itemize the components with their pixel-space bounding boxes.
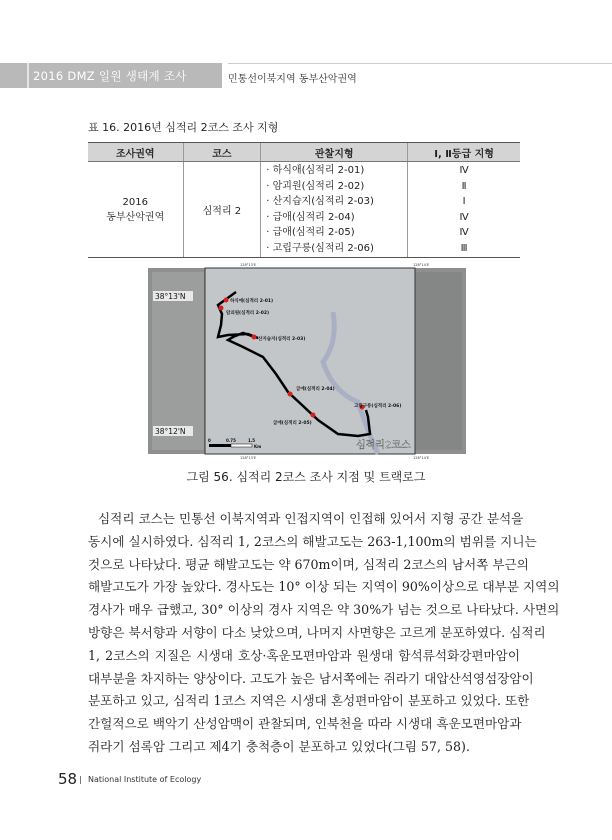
body-line: 쥐라기 섬록암 그리고 제4기 충척층이 분포하고 있었다(그림 57, 58). — [88, 738, 470, 754]
landform-item: · 하식애(심적리 2-01) — [266, 165, 365, 176]
body-line: 심적리 코스는 민통선 이북지역과 인접지역이 인접해 있어서 지형 공간 분석을 — [98, 511, 524, 526]
point-label: 암괴원(심적리 2-02) — [226, 311, 270, 316]
point-label: 급애(심적리 2-04) — [296, 387, 335, 392]
region-year: 2016 — [122, 196, 148, 208]
body-line: 것으로 나타났다. 평균 해발고도는 약 670m이며, 심적리 2코스의 남서쪽 부근의 — [88, 556, 529, 572]
point-label: 하식애(심적리 2-01) — [230, 299, 274, 304]
scale-unit: Km — [254, 444, 262, 449]
col-header: 코스 — [183, 143, 261, 162]
table-caption: 표 16. 2016년 심적리 2코스 조사 지형 — [88, 121, 279, 134]
header-rule — [228, 63, 612, 64]
header-title: 2016 DMZ 일원 생태계 조사 — [33, 69, 187, 83]
point-2-01 — [224, 298, 229, 303]
landform-item: · 암괴원(심적리 2-02) — [266, 180, 365, 192]
grade-item: Ⅳ — [459, 227, 469, 238]
header-subtitle: 민통선이북지역 동부산악권역 — [228, 74, 357, 85]
map-title: 심적리2코스 — [356, 440, 411, 451]
coord-label: 128°13'E — [240, 263, 257, 267]
footer-divider — [80, 776, 81, 784]
col-header: 관찰지형 — [261, 143, 408, 162]
body-line: 동시에 실시하였다. 심적리 1, 2코스의 해발고도는 263-1,100m의 범위를 지니는 — [88, 533, 537, 549]
body-line: 분포하고 있고, 심적리 1코스 지역은 시생대 혼성편마암이 분포하고 있었다. 또한 — [88, 693, 530, 709]
body-line: 경사가 매우 급했고, 30° 이상의 경사 지역은 약 30%가 넘는 것으로 나타났다. 사면의 — [88, 602, 560, 618]
footer-org: National Institute of Ecology — [88, 775, 202, 784]
landform-item: · 급애(심적리 2-05) — [266, 227, 355, 238]
landforms-cell — [261, 162, 408, 258]
point-2-02 — [219, 306, 224, 311]
body-line: 방향은 북서향과 서향이 다소 낮았으며, 나머지 사면향은 고르게 분포하였다. 심적리 — [88, 624, 546, 640]
landform-item: · 급애(심적리 2-04) — [266, 211, 355, 223]
coord-label: 128°14'E — [413, 263, 430, 267]
page-number: 58 — [58, 770, 78, 788]
grade-item: Ⅲ — [460, 242, 468, 254]
scale-label: 1.5 — [248, 438, 256, 443]
grade-item: Ⅱ — [461, 180, 467, 192]
grade-item: Ⅰ — [462, 196, 466, 207]
col-header: 조사권역 — [88, 143, 183, 162]
grade-item: Ⅳ — [459, 211, 469, 223]
landform-item: · 고립구릉(심적리 2-06) — [266, 242, 374, 254]
body-line: 해발고도가 가장 높았다. 경사도는 10° 이상 되는 지역이 90%이상으로 대부분 지역의 — [88, 579, 560, 595]
coord-label-side: 38°12'N — [155, 427, 186, 436]
col-header: Ⅰ, Ⅱ등급 지형 — [408, 143, 520, 162]
figure-caption: 그림 56. 심적리 2코스 조사 지점 및 트랙로그 — [186, 470, 426, 484]
grade-item: Ⅳ — [459, 165, 469, 176]
region-cell — [88, 162, 183, 258]
coord-label-side: 38°13'N — [155, 292, 186, 301]
grades-cell — [408, 162, 520, 258]
point-label: 급애(심적리 2-05) — [273, 421, 312, 426]
body-line: 간헐적으로 백악기 산성암맥이 관찰되며, 인북천을 따라 시생대 흑운모편마암과 — [88, 716, 522, 732]
body-line: 1, 2코스의 지질은 시생대 호상·혹운모편마암과 원생대 함석류석화강편마암이 — [88, 647, 520, 663]
body-paragraph — [88, 508, 560, 759]
scale-label: 0 — [208, 438, 211, 443]
track-map — [148, 262, 466, 460]
scale-label: 0.75 — [226, 438, 236, 443]
point-2-04 — [288, 392, 293, 397]
landform-item: · 산지습지(심적리 2-03) — [266, 196, 374, 207]
coord-label: 128°13'E — [240, 456, 257, 460]
region-name: 동부산악권역 — [106, 211, 165, 223]
course-cell: 심적리 2 — [183, 162, 261, 258]
map-right-terrain — [416, 272, 462, 450]
point-2-03 — [252, 335, 257, 340]
map-frame — [205, 268, 415, 454]
point-label: 산지습지(심적리 2-03) — [258, 337, 306, 342]
table-row — [88, 162, 520, 258]
landform-table — [88, 142, 520, 258]
point-label: 고립구릉(심적리 2-06) — [354, 404, 402, 409]
coord-label: 128°14'E — [413, 456, 430, 460]
table-header-row — [88, 143, 520, 162]
point-2-05 — [311, 413, 316, 418]
body-line: 대부분을 차지하는 양상이다. 고도가 높은 남서쪽에는 쥐라기 대압산석영섬장암이 — [88, 670, 534, 686]
